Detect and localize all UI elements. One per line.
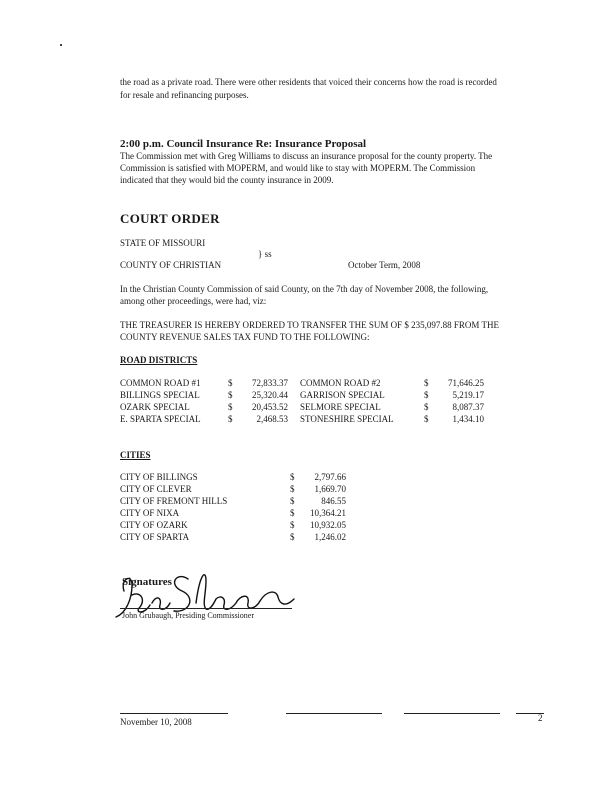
term-line: October Term, 2008 — [348, 260, 421, 270]
city-amount: 10,932.05 — [310, 520, 346, 530]
city-name: CITY OF CLEVER — [120, 484, 192, 494]
city-name: CITY OF SPARTA — [120, 532, 190, 542]
city-sym: $ — [290, 508, 295, 518]
city-amount: 1,246.02 — [314, 532, 346, 542]
page-number: 2 — [538, 713, 543, 723]
road-right-amount: 8,087.37 — [452, 402, 484, 412]
city-amount: 846.55 — [321, 496, 346, 506]
road-left-name: OZARK SPECIAL — [120, 402, 190, 412]
insurance-heading: 2:00 p.m. Council Insurance Re: Insurance Proposal — [120, 138, 367, 150]
road-right-sym: $ — [424, 378, 429, 388]
proceedings-line-1: In the Christian County Commission of said County, on the 7th day of November 2008, the following, — [120, 284, 489, 294]
road-right-name: COMMON ROAD #2 — [300, 378, 381, 388]
road-right-name: STONESHIRE SPECIAL — [300, 414, 394, 424]
signer-title: John Grubaugh, Presiding Commissioner — [122, 611, 254, 620]
city-sym: $ — [290, 472, 295, 482]
road-right-name: SELMORE SPECIAL — [300, 402, 381, 412]
road-left-amount: 2,468.53 — [256, 414, 288, 424]
road-right-amount: 1,434.10 — [452, 414, 484, 424]
road-left-amount: 20,453.52 — [252, 402, 288, 412]
road-left-sym: $ — [228, 378, 233, 388]
city-amount: 2,797.66 — [314, 472, 346, 482]
road-districts-heading: ROAD DISTRICTS — [120, 355, 198, 365]
city-sym: $ — [290, 520, 295, 530]
city-name: CITY OF NIXA — [120, 508, 180, 518]
order-line-2: COUNTY REVENUE SALES TAX FUND TO THE FOLLOWING: — [120, 332, 370, 342]
insurance-line-2: Commission is satisfied with MOPERM, and would like to stay with MOPERM. The Commission — [120, 163, 476, 173]
city-sym: $ — [290, 496, 295, 506]
road-left-sym: $ — [228, 414, 233, 424]
city-name: CITY OF FREMONT HILLS — [120, 496, 228, 506]
city-name: CITY OF OZARK — [120, 520, 188, 530]
signatures-heading: Signatures — [122, 576, 172, 588]
road-right-amount: 5,219.17 — [452, 390, 484, 400]
road-right-sym: $ — [424, 402, 429, 412]
city-amount: 1,669.70 — [314, 484, 346, 494]
road-right-amount: 71,646.25 — [448, 378, 484, 388]
ss-bracket: } ss — [258, 249, 272, 259]
intro-line-2: for resale and refinancing purposes. — [120, 90, 249, 100]
road-left-sym: $ — [228, 390, 233, 400]
insurance-line-3: indicated that they would bid the county insurance in 2009. — [120, 175, 334, 185]
insurance-line-1: The Commission met with Greg Williams to discuss an insurance proposal for the county property. The — [120, 151, 493, 161]
proceedings-line-2: among other proceedings, were had, viz: — [120, 296, 267, 306]
cities-heading: CITIES — [120, 450, 151, 460]
page-speck — [60, 44, 62, 46]
order-line-1: THE TREASURER IS HEREBY ORDERED TO TRANSFER THE SUM OF $ 235,097.88 FROM THE — [120, 320, 499, 330]
city-sym: $ — [290, 532, 295, 542]
footer-line-1 — [120, 713, 228, 714]
footer-line-3 — [404, 713, 500, 714]
road-left-name: BILLINGS SPECIAL — [120, 390, 200, 400]
signature-line — [120, 608, 292, 609]
city-name: CITY OF BILLINGS — [120, 472, 198, 482]
road-left-sym: $ — [228, 402, 233, 412]
city-sym: $ — [290, 484, 295, 494]
road-left-amount: 72,833.37 — [252, 378, 288, 388]
footer-date: November 10, 2008 — [120, 717, 192, 727]
road-left-amount: 25,320.44 — [252, 390, 288, 400]
road-left-name: E. SPARTA SPECIAL — [120, 414, 201, 424]
road-right-sym: $ — [424, 414, 429, 424]
road-right-name: GARRISON SPECIAL — [300, 390, 385, 400]
state-line: STATE OF MISSOURI — [120, 238, 206, 248]
county-line: COUNTY OF CHRISTIAN — [120, 260, 222, 270]
intro-line-1: the road as a private road. There were other residents that voiced their concerns how the road is recorded — [120, 77, 497, 87]
court-order-heading: COURT ORDER — [120, 211, 220, 226]
road-left-name: COMMON ROAD #1 — [120, 378, 201, 388]
city-amount: 10,364.21 — [310, 508, 346, 518]
road-right-sym: $ — [424, 390, 429, 400]
footer-line-2 — [286, 713, 382, 714]
